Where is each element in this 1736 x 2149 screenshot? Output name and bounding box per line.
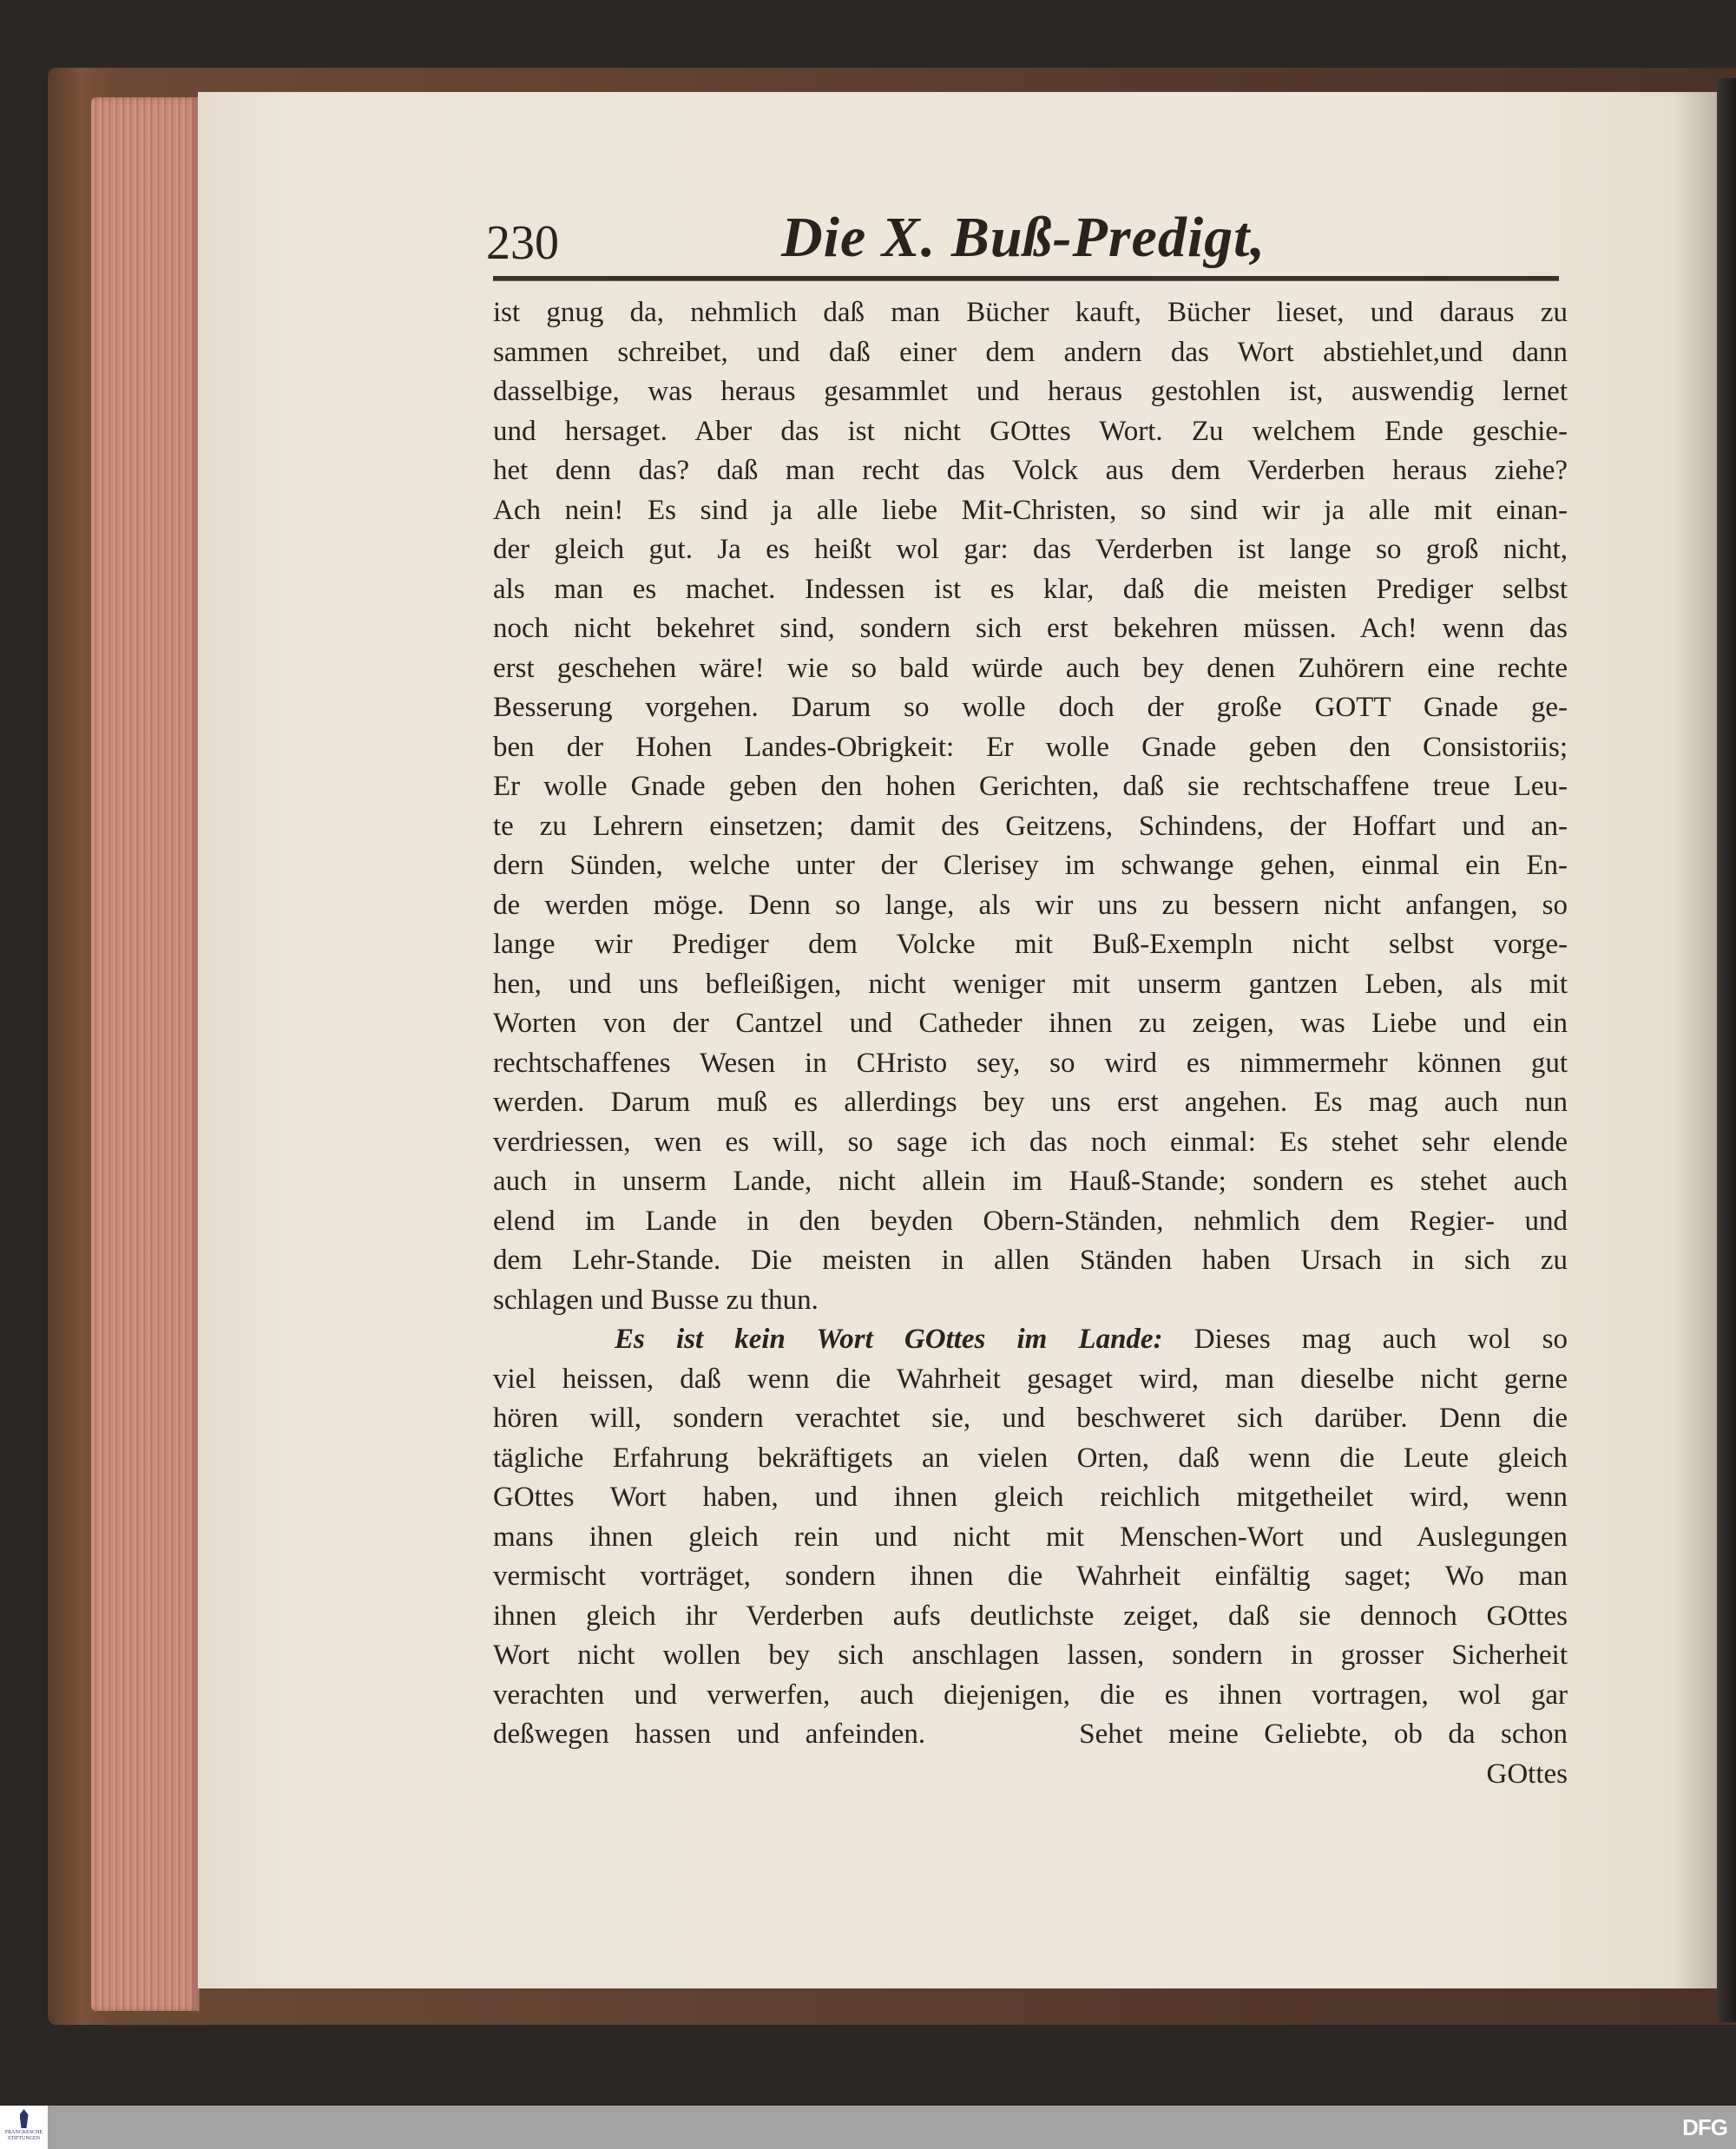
text-line: GOttes Wort haben, und ihnen gleich reichlich mitgetheilet wird, wenn (493, 1482, 1568, 1513)
text-line: noch nicht bekehret sind, sondern sich erst bekehren müssen. Ach! wenn das (493, 613, 1568, 644)
book-gutter (1717, 78, 1736, 2022)
text-line: verachten und verwerfen, auch diejenigen, die es ihnen vortragen, wol gar (493, 1679, 1568, 1711)
text-line: deßwegen hassen und anfeinden. Sehet meine Geliebte, ob da schon (493, 1719, 1568, 1750)
text-line: Ach nein! Es sind ja alle liebe Mit-Christen, so sind wir ja alle mit einan- (493, 494, 1568, 526)
text-line: viel heissen, daß wenn die Wahrheit gesaget wird, man dieselbe nicht gerne (493, 1363, 1568, 1395)
text-line: Dieses mag auch wol so (1194, 1324, 1568, 1355)
logo-text: FRANCKESCHE STIFTUNGEN (4, 2130, 43, 2141)
text-line: verdriessen, wen es will, so sage ich das noch einmal: Es stehet sehr elende (493, 1126, 1568, 1158)
text-line: erst geschehen wäre! wie so bald würde auch bey denen Zuhörern eine rechte (493, 652, 1568, 684)
page-edges (91, 97, 200, 2011)
text-line: ist gnug da, nehmlich daß man Bücher kauft, Bücher lieset, und daraus zu (493, 297, 1568, 328)
text-line: Besserung vorgehen. Darum so wolle doch der große GOTT Gnade ge- (493, 692, 1568, 723)
text-line: lange wir Prediger dem Volcke mit Buß-Exempln nicht selbst vorge- (493, 929, 1568, 960)
text-line: dasselbige, was heraus gesammlet und heraus gestohlen ist, auswendig lernet (493, 376, 1568, 407)
text-line: elend im Lande in den beyden Obern-Ständen, nehmlich dem Regier- und (493, 1205, 1568, 1237)
text-line: het denn das? daß man recht das Volck aus dem Verderben heraus ziehe? (493, 455, 1568, 486)
logo-figure-icon (20, 2109, 29, 2128)
text-line: ben der Hohen Landes-Obrigkeit: Er wolle Gnade geben den Consistoriis; (493, 731, 1568, 763)
text-line: Wort nicht wollen bey sich anschlagen lassen, sondern in grosser Sicherheit (493, 1640, 1568, 1671)
text-line: dem Lehr-Stande. Die meisten in allen Ständen haben Ursach in sich zu (493, 1245, 1568, 1276)
text-line: Er wolle Gnade geben den hohen Gerichten, daß sie rechtschaffene treue Leu- (493, 771, 1568, 802)
body-text (493, 293, 1568, 1794)
text-line: sammen schreibet, und daß einer dem andern das Wort abstiehlet,und dann (493, 336, 1568, 368)
catchword: GOttes (1486, 1758, 1568, 1790)
text-line: te zu Lehrern einsetzen; damit des Geitzens, Schindens, der Hoffart und an- (493, 810, 1568, 842)
viewer-footer-bar (0, 2106, 1736, 2149)
text-line: hören will, sondern verachtet sie, und beschweret sich darüber. Denn die (493, 1403, 1568, 1434)
text-line: vermischt vorträget, sondern ihnen die Wahrheit einfältig saget; Wo man (493, 1561, 1568, 1592)
page-number: 230 (486, 216, 559, 270)
text-line: schlagen und Busse zu thun. (493, 1284, 819, 1316)
text-line: und hersaget. Aber das ist nicht GOttes Wort. Zu welchem Ende geschie- (493, 415, 1568, 447)
text-line: auch in unserm Lande, nicht allein im Hauß-Stande; sondern es stehet auch (493, 1166, 1568, 1197)
text-line: tägliche Erfahrung bekräftigets an vielen Orten, daß wenn die Leute gleich (493, 1442, 1568, 1474)
text-line: de werden möge. Denn so lange, als wir uns zu bessern nicht anfangen, so (493, 889, 1568, 921)
text-line: Worten von der Cantzel und Catheder ihnen zu zeigen, was Liebe und ein (493, 1008, 1568, 1039)
section-line (493, 1320, 1568, 1360)
section-heading: Es ist kein Wort GOttes im Lande: (615, 1324, 1163, 1355)
text-line: hen, und uns befleißigen, nicht weniger mit unserm gantzen Leben, als mit (493, 968, 1568, 1000)
institution-logo[interactable] (0, 2106, 48, 2149)
text-line: der gleich gut. Ja es heißt wol gar: das Verderben ist lange so groß nicht, (493, 534, 1568, 565)
dfg-logo[interactable]: DFG (1682, 2114, 1727, 2140)
text-line: ihnen gleich ihr Verderben aufs deutlichste zeiget, daß sie dennoch GOttes (493, 1600, 1568, 1632)
text-line: dern Sünden, welche unter der Clerisey im schwange gehen, einmal ein En- (493, 850, 1568, 881)
text-line: werden. Darum muß es allerdings bey uns erst angehen. Es mag auch nun (493, 1087, 1568, 1118)
text-line: als man es machet. Indessen ist es klar, daß die meisten Prediger selbst (493, 573, 1568, 605)
text-line: mans ihnen gleich rein und nicht mit Menschen-Wort und Auslegungen (493, 1521, 1568, 1553)
header-rule (493, 276, 1559, 281)
running-title: Die X. Buß-Predigt, (781, 206, 1266, 269)
text-line: rechtschaffenes Wesen in CHristo sey, so wird es nimmermehr können gut (493, 1047, 1568, 1079)
